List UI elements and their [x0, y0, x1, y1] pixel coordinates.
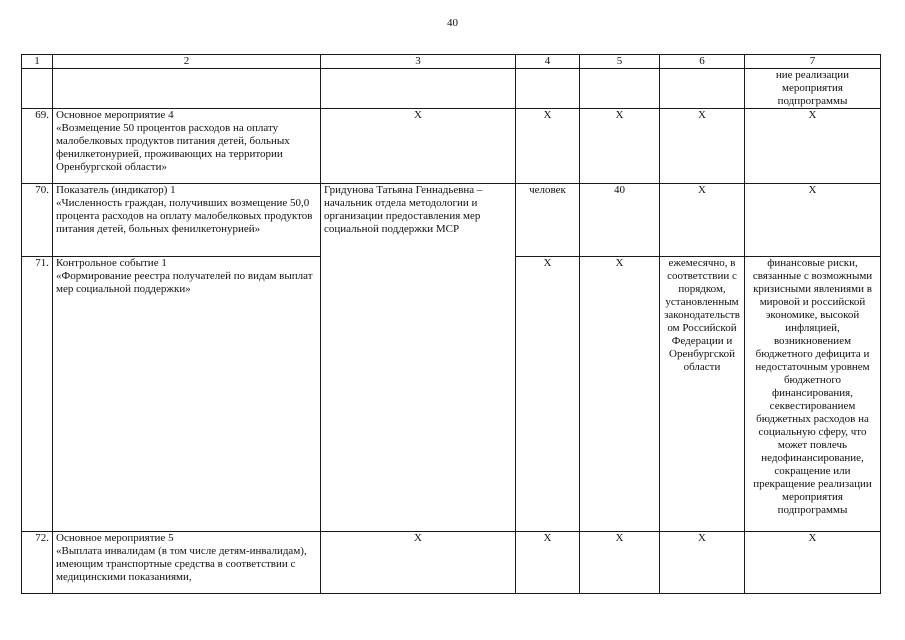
row-deadline: Х: [660, 532, 745, 594]
table-row: [22, 532, 881, 594]
row-number: 70.: [22, 184, 53, 257]
row-deadline: Х: [660, 109, 745, 184]
row-unit: Х: [516, 109, 580, 184]
row-unit: человек: [516, 184, 580, 257]
row-unit: Х: [516, 532, 580, 594]
row-deadline: ежемесячно, в соответствии с порядком, установленным законодательством Российской Федерации и Оренбургской области: [660, 257, 745, 532]
table-row: [22, 184, 881, 257]
plan-table: [21, 54, 881, 594]
row-value: Х: [580, 532, 660, 594]
row-value: 40: [580, 184, 660, 257]
header-cell: 3: [321, 55, 516, 69]
row-responsible: Х: [321, 532, 516, 594]
row-risks: Х: [745, 109, 881, 184]
row-risks: Х: [745, 184, 881, 257]
row-number: 69.: [22, 109, 53, 184]
row-name: Основное мероприятие 5 «Выплата инвалидам (в том числе детям-инвалидам), имеющим транспортные средства в соответствии с медицинскими показаниями,: [53, 532, 321, 594]
header-row: [22, 55, 881, 69]
row-value: Х: [580, 257, 660, 532]
row-name: [53, 69, 321, 109]
row-risks: ние реализации мероприятия подпрограммы: [745, 69, 881, 109]
row-unit: [516, 69, 580, 109]
row-deadline: Х: [660, 184, 745, 257]
row-risks: Х: [745, 532, 881, 594]
row-name: Контрольное событие 1 «Формирование реестра получателей по видам выплат мер социальной поддержки»: [53, 257, 321, 532]
row-name: Основное мероприятие 4 «Возмещение 50 процентов расходов на оплату малобелковых продуктов питания детей, больных фенилкетонурией, проживающих на территории Оренбургской области»: [53, 109, 321, 184]
row-risks: финансовые риски, связанные с возможными кризисными явлениями в мировой и российской экономике, высокой инфляцией, возникновением бюджетного дефицита и недостаточным уровнем бюджетного финансирования, секвестированием бюджетных расходов на социальную сферу, что может повлечь недофинансирование, сокращение или прекращение реализации мероприятия подпрограммы: [745, 257, 881, 532]
page-number: 40: [447, 17, 458, 29]
table-row: [22, 109, 881, 184]
header-cell: 2: [53, 55, 321, 69]
header-cell: 6: [660, 55, 745, 69]
row-number: 71.: [22, 257, 53, 532]
row-value: Х: [580, 109, 660, 184]
row-deadline: [660, 69, 745, 109]
row-responsible: Гридунова Татьяна Геннадьевна – начальник отдела методологии и организации предоставления мер социальной поддержки МСР: [321, 184, 516, 532]
row-responsible: Х: [321, 109, 516, 184]
row-unit: Х: [516, 257, 580, 532]
row-responsible: [321, 69, 516, 109]
header-cell: 7: [745, 55, 881, 69]
row-name: Показатель (индикатор) 1 «Численность граждан, получивших возмещение 50,0 процента расходов на оплату малобелковых продуктов питания детей, больных фенилкетонурией»: [53, 184, 321, 257]
row-number: 72.: [22, 532, 53, 594]
table-row: [22, 69, 881, 109]
header-cell: 4: [516, 55, 580, 69]
header-cell: 5: [580, 55, 660, 69]
header-cell: 1: [22, 55, 53, 69]
row-value: [580, 69, 660, 109]
row-number: [22, 69, 53, 109]
